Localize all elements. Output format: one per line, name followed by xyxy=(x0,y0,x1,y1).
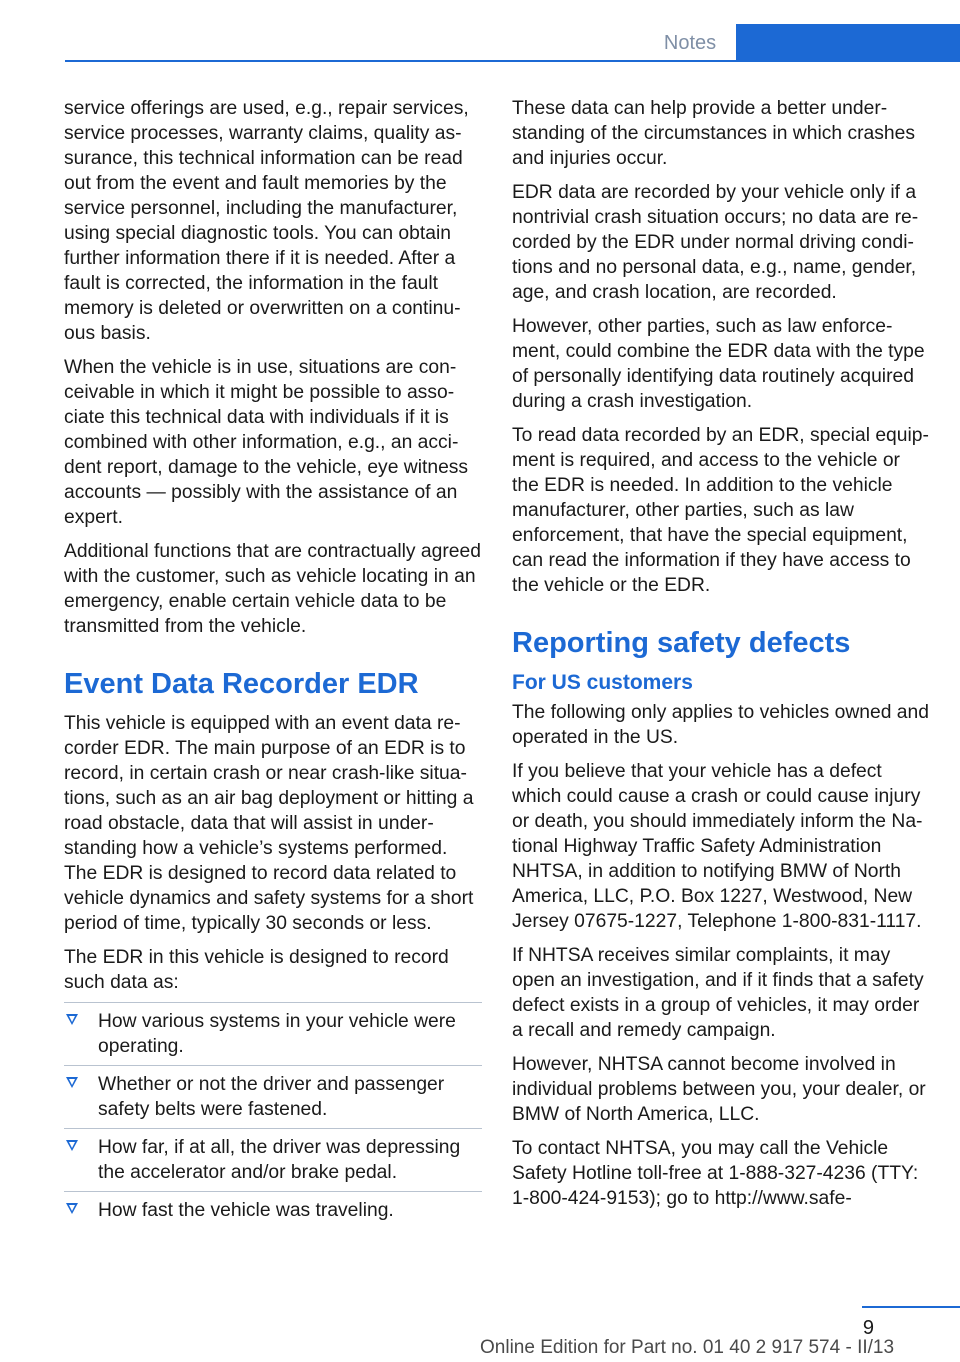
list-item-text: How fast the vehicle was traveling. xyxy=(98,1200,394,1221)
body-paragraph: service offerings are used, e.g., repair services, service processes, warranty claims, quality assurance, this technical information can be read out from the event and fault memories by the service personnel, including the manufacturer, using special diagnostic tools. You can obtain further information there if it is needed. After a fault is corrected, the information in the fault memory is deleted or overwritten on a continuous basis. xyxy=(64,98,469,344)
body-paragraph: Additional functions that are contractually agreed with the customer, such as vehicle locating in an emergency, enable certain vehicle data to be transmitted from the vehicle. xyxy=(64,541,481,637)
body-paragraph: To contact NHTSA, you may call the Vehicle Safety Hotline toll-free at 1-888-327-4236 (TTY: 1-800-424-9153); go to http://www.safe- xyxy=(512,1138,919,1209)
body-paragraph: The EDR in this vehicle is designed to record such data as: xyxy=(64,947,449,993)
section-heading-safety: Reporting safety defects xyxy=(512,627,851,659)
list-item xyxy=(64,1191,482,1229)
body-paragraph: These data can help provide a better understanding of the circumstances in which crashes and injuries occur. xyxy=(512,98,915,169)
edr-data-list xyxy=(64,1002,482,1229)
edition-note: Online Edition for Part no. 01 40 2 917 574 - II/13 xyxy=(480,1337,895,1358)
body-paragraph: If NHTSA receives similar complaints, it may open an investigation, and if it finds that a safety defect exists in a group of vehicles, it may order a recall and remedy campaign. xyxy=(512,945,924,1041)
body-paragraph: This vehicle is equipped with an event data recorder EDR. The main purpose of an EDR is to record, in certain crash or near crash-like situations, such as an air bag deployment or hitting a road obstacle, data that will assist in understanding how a vehicle’s systems performed. The EDR is designed to record data related to vehicle dynamics and safety systems for a short period of time, typically 30 seconds or less. xyxy=(64,713,474,934)
body-paragraph: EDR data are recorded by your vehicle only if a nontrivial crash situation occurs; no data are recorded by the EDR under normal driving conditions and no personal data, e.g., name, gender, age, and crash location, are recorded. xyxy=(512,182,919,303)
page-number: 9 xyxy=(862,1317,874,1339)
footer-rule xyxy=(862,1306,960,1308)
list-item-text: How various systems in your vehicle were operating. xyxy=(98,1011,456,1057)
body-paragraph: If you believe that your vehicle has a defect which could cause a crash or could cause injury or death, you should immediately inform the National Highway Traffic Safety Administration NHTSA, in addition to notifying BMW of North America, LLC, P.O. Box 1227, Westwood, New Jersey 07675-1227, Telephone 1-800-831-1117. xyxy=(512,761,923,932)
section-heading-edr: Event Data Recorder EDR xyxy=(64,668,419,700)
list-item xyxy=(64,1002,482,1065)
right-column xyxy=(512,96,930,1220)
left-column xyxy=(64,96,482,1229)
triangle-bullet-icon xyxy=(66,1140,78,1151)
body-paragraph: However, other parties, such as law enforcement, could combine the EDR data with the type of personally identifying data routinely acquired during a crash investigation. xyxy=(512,316,925,412)
list-item-text: How far, if at all, the driver was depressing the accelerator and/or brake pedal. xyxy=(98,1137,461,1183)
triangle-bullet-icon xyxy=(66,1077,78,1088)
section-label: Notes xyxy=(663,32,717,54)
list-item-text: Whether or not the driver and passenger safety belts were fastened. xyxy=(98,1074,445,1120)
body-paragraph: The following only applies to vehicles owned and operated in the US. xyxy=(512,702,929,748)
list-item xyxy=(64,1128,482,1191)
list-item xyxy=(64,1065,482,1128)
section-tab xyxy=(736,24,960,62)
body-paragraph: To read data recorded by an EDR, special equipment is required, and access to the vehicle or the EDR is needed. In addition to the vehicle manufacturer, other parties, such as law enforcement, that have the special equipment, can read the information if they have access to the vehicle or the EDR. xyxy=(512,425,929,596)
subheading-us-customers: For US customers xyxy=(512,671,693,694)
triangle-bullet-icon xyxy=(66,1203,78,1214)
triangle-bullet-icon xyxy=(66,1014,78,1025)
body-paragraph: When the vehicle is in use, situations are conceivable in which it might be possible to associate this technical data with individuals if it is combined with other information, e.g., an accident report, damage to the vehicle, eye witness accounts — possibly with the assistance of an expert. xyxy=(64,357,469,528)
body-paragraph: However, NHTSA cannot become involved in individual problems between you, your dealer, or BMW of North America, LLC. xyxy=(512,1054,926,1125)
